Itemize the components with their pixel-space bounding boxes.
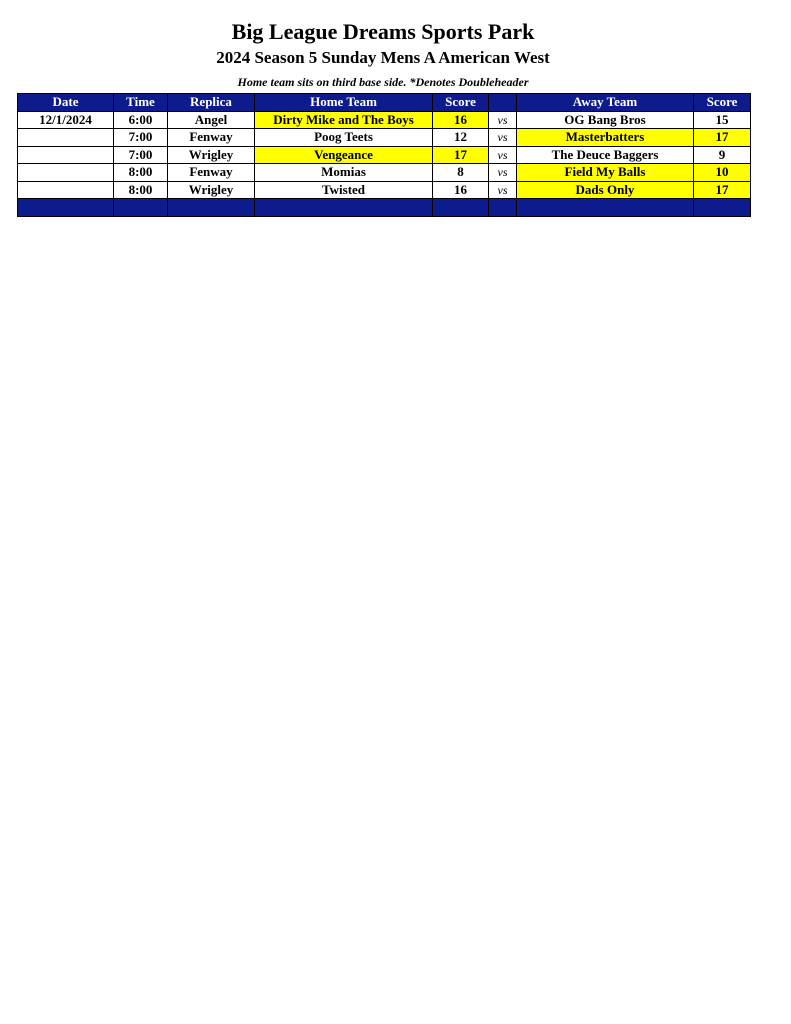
away-score-cell: 15 — [694, 111, 751, 129]
time-cell: 6:00 — [114, 111, 168, 129]
date-cell — [18, 146, 114, 164]
away-team-cell: The Deuce Baggers — [517, 146, 694, 164]
home-score-cell: 16 — [433, 181, 489, 199]
time-cell: 7:00 — [114, 129, 168, 147]
date-cell — [18, 164, 114, 182]
blank-cell — [517, 199, 694, 217]
time-cell: 8:00 — [114, 164, 168, 182]
col-header-away-score: Score — [694, 94, 751, 112]
vs-cell: vs — [489, 164, 517, 182]
header-row — [18, 94, 751, 112]
blank-cell — [694, 199, 751, 217]
blank-footer-row — [18, 199, 751, 217]
col-header-away-team: Away Team — [517, 94, 694, 112]
time-cell: 7:00 — [114, 146, 168, 164]
away-score-cell: 10 — [694, 164, 751, 182]
col-header-time: Time — [114, 94, 168, 112]
table-row — [18, 181, 751, 199]
vs-cell: vs — [489, 146, 517, 164]
blank-cell — [18, 199, 114, 217]
col-header-home-score: Score — [433, 94, 489, 112]
col-header-home-team: Home Team — [255, 94, 433, 112]
home-score-cell: 17 — [433, 146, 489, 164]
col-header-vs — [489, 94, 517, 112]
home-score-cell: 16 — [433, 111, 489, 129]
away-score-cell: 17 — [694, 129, 751, 147]
vs-cell: vs — [489, 129, 517, 147]
replica-cell: Angel — [168, 111, 255, 129]
blank-cell — [168, 199, 255, 217]
vs-cell: vs — [489, 111, 517, 129]
table-row — [18, 164, 751, 182]
blank-cell — [433, 199, 489, 217]
schedule-note: Home team sits on third base side. *Denotes Doubleheader — [237, 75, 529, 89]
home-team-cell: Vengeance — [255, 146, 433, 164]
schedule-table — [17, 93, 751, 217]
away-team-cell: Field My Balls — [517, 164, 694, 182]
table-row — [18, 111, 751, 129]
replica-cell: Wrigley — [168, 146, 255, 164]
replica-cell: Wrigley — [168, 181, 255, 199]
col-header-date: Date — [18, 94, 114, 112]
away-team-cell: Masterbatters — [517, 129, 694, 147]
date-cell: 12/1/2024 — [18, 111, 114, 129]
date-cell — [18, 181, 114, 199]
replica-cell: Fenway — [168, 129, 255, 147]
date-cell — [18, 129, 114, 147]
blank-cell — [255, 199, 433, 217]
vs-cell: vs — [489, 181, 517, 199]
away-team-cell: OG Bang Bros — [517, 111, 694, 129]
away-team-cell: Dads Only — [517, 181, 694, 199]
table-row — [18, 146, 751, 164]
home-score-cell: 12 — [433, 129, 489, 147]
col-header-replica: Replica — [168, 94, 255, 112]
blank-cell — [489, 199, 517, 217]
away-score-cell: 17 — [694, 181, 751, 199]
blank-cell — [114, 199, 168, 217]
home-team-cell: Dirty Mike and The Boys — [255, 111, 433, 129]
page-title: Big League Dreams Sports Park — [231, 19, 535, 44]
time-cell: 8:00 — [114, 181, 168, 199]
replica-cell: Fenway — [168, 164, 255, 182]
home-team-cell: Momias — [255, 164, 433, 182]
page-subtitle: 2024 Season 5 Sunday Mens A American West — [216, 48, 550, 67]
away-score-cell: 9 — [694, 146, 751, 164]
table-row — [18, 129, 751, 147]
home-score-cell: 8 — [433, 164, 489, 182]
home-team-cell: Poog Teets — [255, 129, 433, 147]
home-team-cell: Twisted — [255, 181, 433, 199]
